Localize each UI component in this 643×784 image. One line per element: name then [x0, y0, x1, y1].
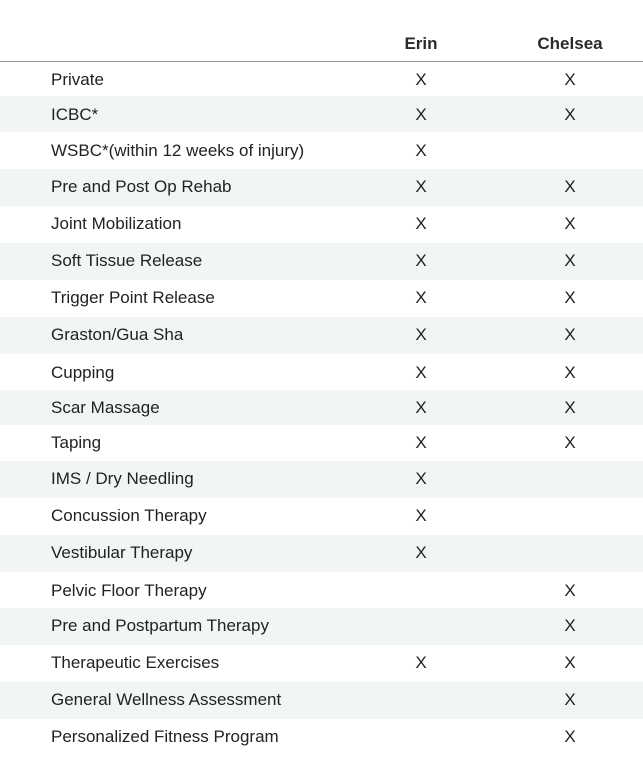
- erin-check-mark: X: [415, 251, 427, 270]
- chelsea-check-mark: X: [564, 581, 576, 600]
- table-row: [0, 425, 643, 461]
- table-row: [0, 62, 643, 96]
- table-header: [0, 0, 643, 62]
- service-name: Trigger Point Release: [51, 288, 215, 307]
- erin-check-mark: X: [415, 469, 427, 488]
- table-body: [0, 62, 643, 755]
- chelsea-check-mark: X: [564, 177, 576, 196]
- chelsea-check-mark: X: [564, 653, 576, 672]
- table-row: [0, 535, 643, 572]
- service-name: Personalized Fitness Program: [51, 727, 279, 746]
- chelsea-check-mark: X: [564, 727, 576, 746]
- service-name: Cupping: [51, 363, 115, 382]
- erin-check-mark: X: [415, 177, 427, 196]
- service-name: IMS / Dry Needling: [51, 469, 194, 488]
- table-row: [0, 354, 643, 390]
- erin-check-mark: X: [415, 506, 427, 525]
- erin-check-mark: X: [415, 543, 427, 562]
- erin-check-mark: X: [415, 105, 427, 124]
- table-row: [0, 572, 643, 608]
- chelsea-check-mark: X: [564, 690, 576, 709]
- service-name: Pelvic Floor Therapy: [51, 581, 207, 600]
- erin-check-mark: X: [415, 325, 427, 344]
- table-row: [0, 719, 643, 755]
- service-name: General Wellness Assessment: [51, 690, 282, 709]
- table-row: [0, 206, 643, 243]
- chelsea-check-mark: X: [564, 325, 576, 344]
- service-name: Pre and Postpartum Therapy: [51, 616, 269, 635]
- chelsea-check-mark: X: [564, 398, 576, 417]
- table-row: [0, 498, 643, 535]
- erin-check-mark: X: [415, 214, 427, 233]
- table-row: [0, 243, 643, 280]
- service-name: Therapeutic Exercises: [51, 653, 220, 672]
- service-name: Taping: [51, 433, 102, 452]
- erin-check-mark: X: [415, 653, 427, 672]
- service-name: ICBC*: [51, 105, 99, 124]
- table-row: [0, 608, 643, 645]
- table-row: [0, 96, 643, 132]
- service-name: Concussion Therapy: [51, 506, 207, 525]
- chelsea-check-mark: X: [564, 288, 576, 307]
- chelsea-check-mark: X: [564, 70, 576, 89]
- erin-check-mark: X: [415, 363, 427, 382]
- erin-check-mark: X: [415, 141, 427, 160]
- table-row: [0, 169, 643, 206]
- table-row: [0, 132, 643, 169]
- erin-check-mark: X: [415, 70, 427, 89]
- chelsea-check-mark: X: [564, 105, 576, 124]
- service-name: Pre and Post Op Rehab: [51, 177, 232, 196]
- service-name: Vestibular Therapy: [51, 543, 193, 562]
- service-name: Soft Tissue Release: [51, 251, 203, 270]
- chelsea-check-mark: X: [564, 363, 576, 382]
- table-row: [0, 317, 643, 354]
- table-row: [0, 280, 643, 317]
- chelsea-check-mark: X: [564, 251, 576, 270]
- chelsea-check-mark: X: [564, 214, 576, 233]
- chelsea-check-mark: X: [564, 616, 576, 635]
- erin-check-mark: X: [415, 288, 427, 307]
- service-name: WSBC*(within 12 weeks of injury): [51, 141, 305, 160]
- service-name: Joint Mobilization: [51, 214, 182, 233]
- column-header-erin: Erin: [404, 34, 438, 53]
- column-header-chelsea: Chelsea: [537, 34, 603, 53]
- erin-check-mark: X: [415, 398, 427, 417]
- table-row: [0, 645, 643, 682]
- erin-check-mark: X: [415, 433, 427, 452]
- table-row: [0, 682, 643, 719]
- service-name: Scar Massage: [51, 398, 160, 417]
- chelsea-check-mark: X: [564, 433, 576, 452]
- service-name: Graston/Gua Sha: [51, 325, 184, 344]
- table-row: [0, 390, 643, 425]
- service-name: Private: [51, 70, 104, 89]
- table-row: [0, 461, 643, 498]
